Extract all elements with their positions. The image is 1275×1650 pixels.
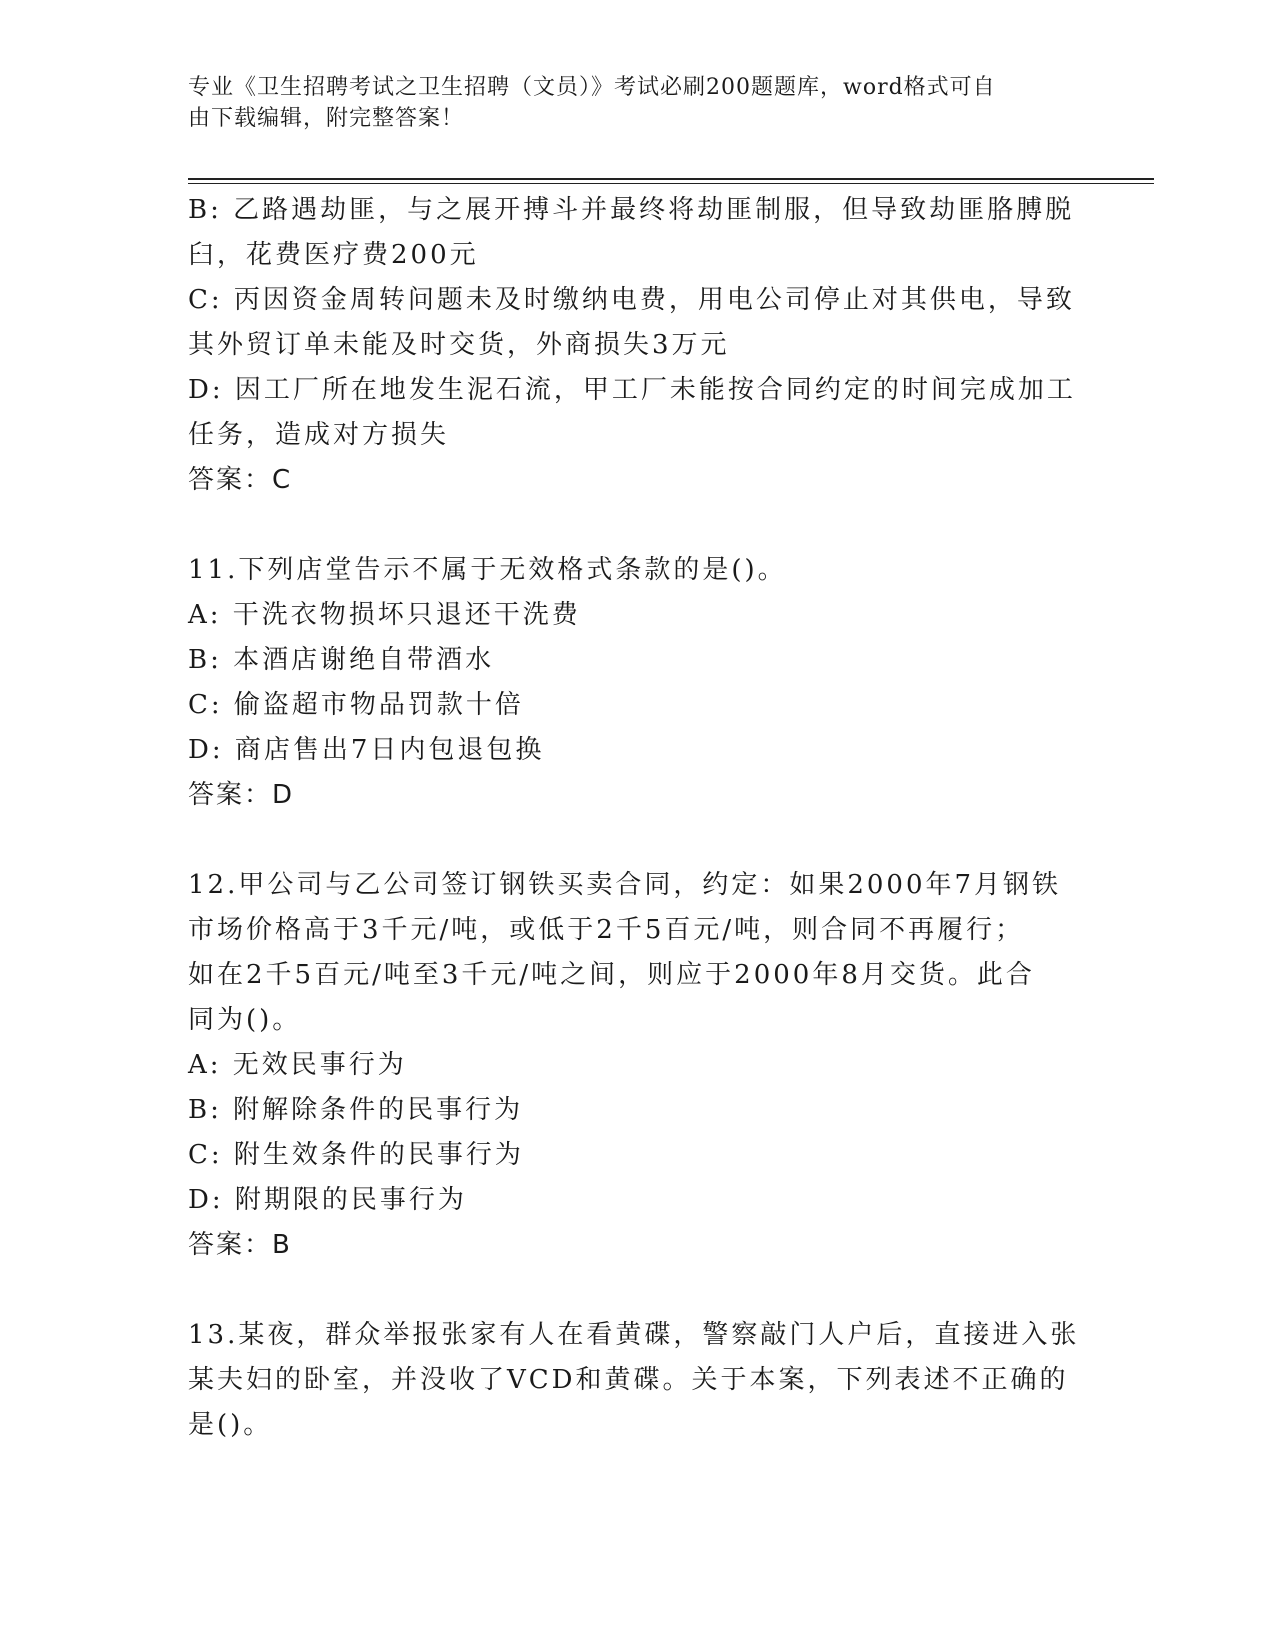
spacer (188, 1268, 1078, 1313)
q10-option-d-line-1: D: 因工厂所在地发生泥石流，甲工厂未能按合同约定的时间完成加工 (188, 375, 1076, 405)
q10-option-c-line-2: 其外贸订单未能及时交货，外商损失3万元 (188, 330, 730, 360)
q10-option-b-line-1: B: 乙路遇劫匪，与之展开搏斗并最终将劫匪制服，但导致劫匪胳膊脱 (188, 195, 1075, 225)
q11-answer: 答案：D (188, 780, 295, 810)
spacer (188, 818, 1078, 863)
q12-option-d: D: 附期限的民事行为 (188, 1185, 467, 1215)
document-body (188, 188, 1078, 1448)
q12-option-b: B: 附解除条件的民事行为 (188, 1095, 524, 1125)
q11-option-d: D: 商店售出7日内包退包换 (188, 735, 545, 765)
q12-answer: 答案：B (188, 1230, 292, 1260)
q13-stem-line-1: 13.某夜，群众举报张家有人在看黄碟，警察敲门人户后，直接进入张 (188, 1320, 1080, 1350)
q11-stem: 11.下列店堂告示不属于无效格式条款的是()。 (188, 555, 787, 585)
q12-stem-line-2: 市场价格高于3千元/吨，或低于2千5百元/吨，则合同不再履行； (188, 915, 1025, 945)
q11-option-c: C: 偷盗超市物品罚款十倍 (188, 690, 524, 720)
q10-answer: 答案：C (188, 465, 293, 495)
q12-option-a: A: 无效民事行为 (188, 1050, 407, 1080)
document-header (188, 72, 1068, 134)
q12-stem-line-1: 12.甲公司与乙公司签订钢铁买卖合同，约定：如果2000年7月钢铁 (188, 870, 1062, 900)
header-rule-thin (188, 183, 1154, 184)
q12-stem-line-3: 如在2千5百元/吨至3千元/吨之间，则应于2000年8月交货。此合 (188, 960, 1035, 990)
q13-stem-line-2: 某夫妇的卧室，并没收了VCD和黄碟。关于本案，下列表述不正确的 (188, 1365, 1069, 1395)
spacer (188, 503, 1078, 548)
q10-option-d-line-2: 任务，造成对方损失 (188, 420, 450, 450)
q12-stem-line-4: 同为()。 (188, 1005, 302, 1035)
q10-option-c-line-1: C: 丙因资金周转问题未及时缴纳电费，用电公司停止对其供电，导致 (188, 285, 1075, 315)
header-rule-thick (188, 178, 1154, 180)
q12-option-c: C: 附生效条件的民事行为 (188, 1140, 524, 1170)
q10-option-b-line-2: 臼，花费医疗费200元 (188, 240, 479, 270)
q11-option-b: B: 本酒店谢绝自带酒水 (188, 645, 495, 675)
header-line-2: 由下载编辑，附完整答案！ (188, 106, 465, 131)
header-line-1: 专业《卫生招聘考试之卫生招聘（文员）》考试必刷200题题库，word格式可自 (188, 75, 996, 100)
q13-stem-line-3: 是()。 (188, 1410, 273, 1440)
q11-option-a: A: 干洗衣物损坏只退还干洗费 (188, 600, 581, 630)
